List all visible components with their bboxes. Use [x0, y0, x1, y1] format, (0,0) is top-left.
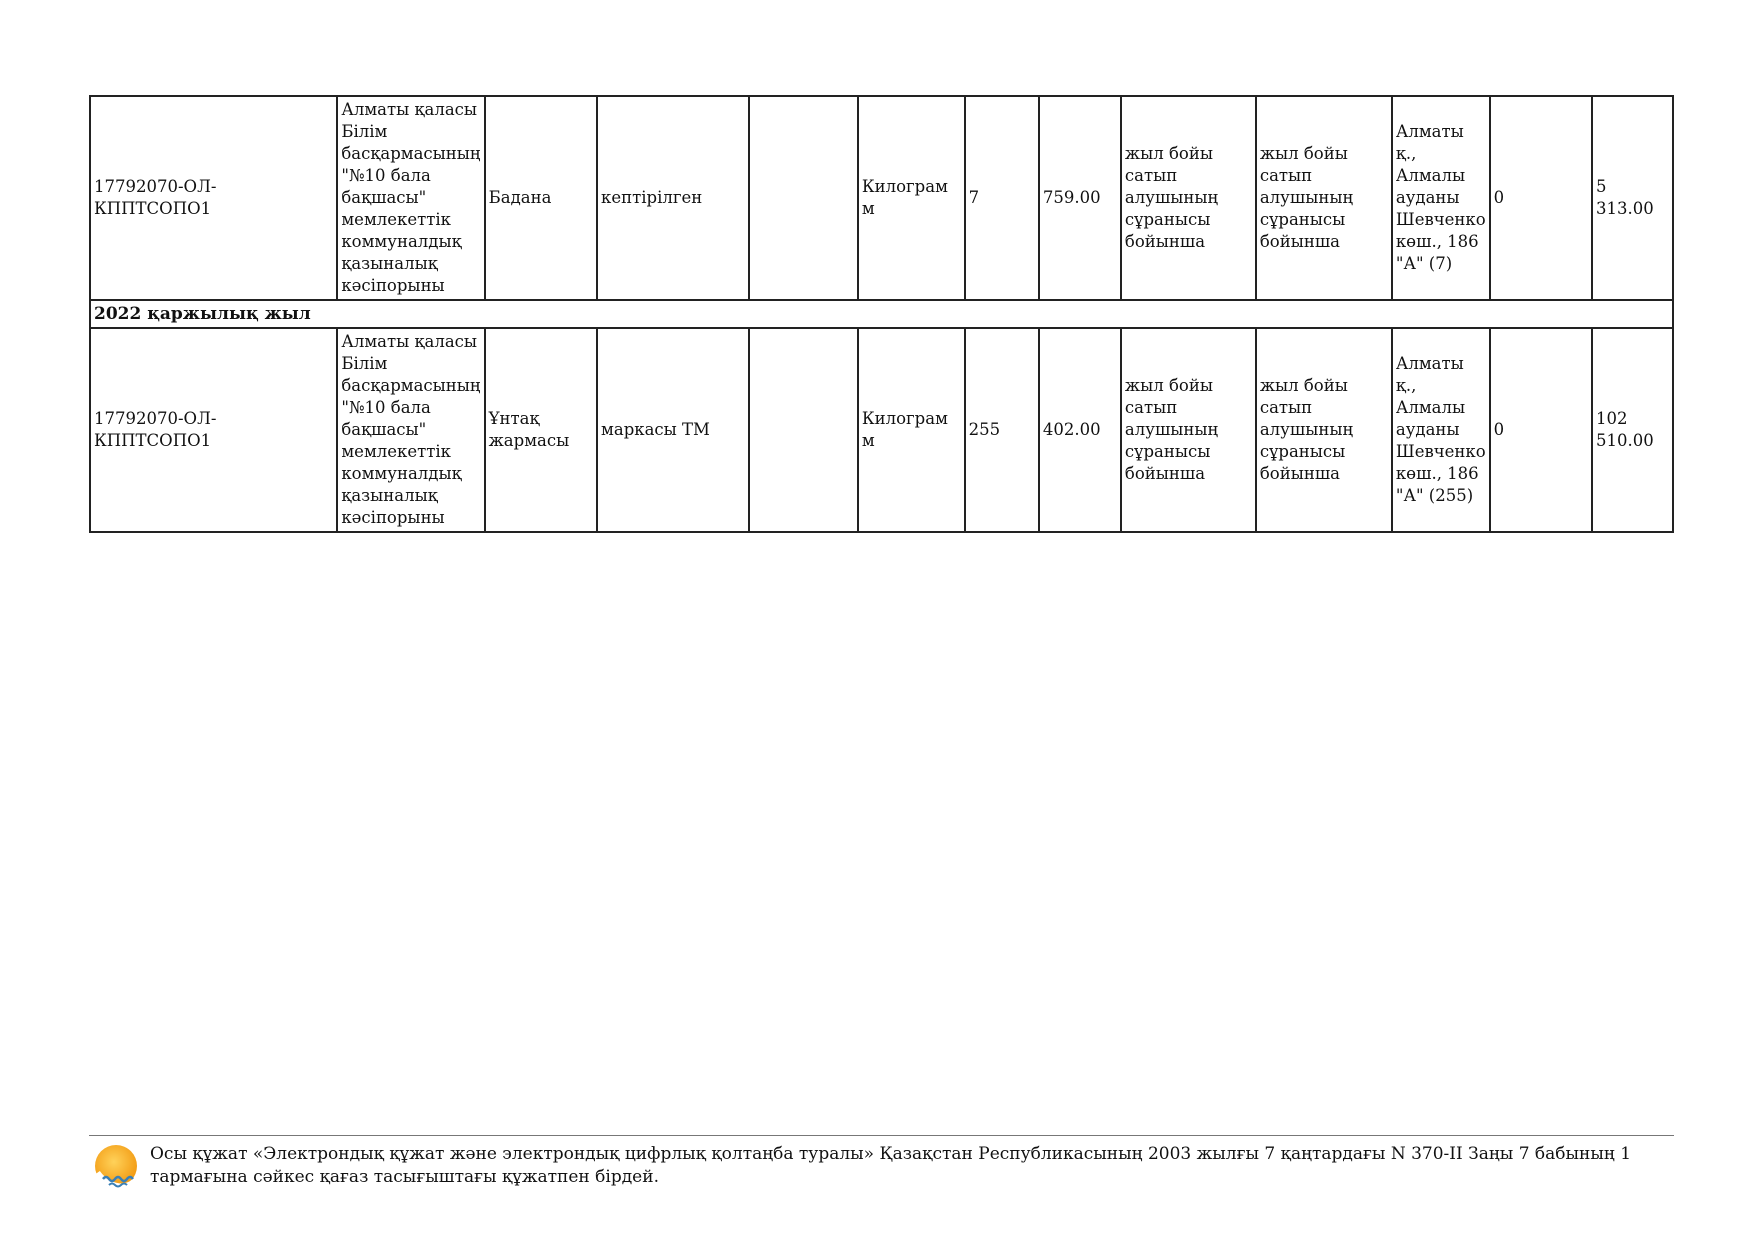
delivery-place-cell: Алматы қ., Алмалы ауданы Шевченко көш., 186 "А" (255)	[1392, 328, 1490, 532]
delivery-place-cell: Алматы қ., Алмалы ауданы Шевченко көш., 186 "А" (7)	[1392, 96, 1490, 300]
total-cell: 102 510.00	[1592, 328, 1673, 532]
item-name-cell: Ұнтақ жармасы	[485, 328, 597, 532]
customer-cell: Алматы қаласы Білім басқармасының "№10 бала бақшасы" мемлекеттік коммуналдық қазыналық кәсіпорыны	[337, 96, 484, 300]
total-cell: 5 313.00	[1592, 96, 1673, 300]
advance-cell: 0	[1490, 96, 1592, 300]
quantity-cell: 7	[965, 96, 1039, 300]
procurement-plan-table	[89, 95, 1674, 533]
year-row	[90, 300, 1673, 328]
delivery-term-cell: жыл бойы сатып алушының сұранысы бойынша	[1121, 328, 1256, 532]
delivery-schedule-cell: жыл бойы сатып алушының сұранысы бойынша	[1256, 96, 1392, 300]
fiscal-year-label: 2022 қаржылық жыл	[90, 300, 1673, 328]
characteristic-cell: кептірілген	[597, 96, 749, 300]
item-name-cell: Бадана	[485, 96, 597, 300]
characteristic-cell: маркасы ТМ	[597, 328, 749, 532]
e-gov-sun-logo-icon	[93, 1143, 141, 1191]
quantity-cell: 255	[965, 328, 1039, 532]
delivery-schedule-cell: жыл бойы сатып алушының сұранысы бойынша	[1256, 328, 1392, 532]
customer-cell: Алматы қаласы Білім басқармасының "№10 бала бақшасы" мемлекеттік коммуналдық қазыналық кәсіпорыны	[337, 328, 484, 532]
delivery-term-cell: жыл бойы сатып алушының сұранысы бойынша	[1121, 96, 1256, 300]
extra-characteristic-cell	[749, 96, 858, 300]
table-row	[90, 96, 1673, 300]
advance-cell: 0	[1490, 328, 1592, 532]
legal-notice-text: Осы құжат «Электрондық құжат және электрондық цифрлық қолтаңба туралы» Қазақстан Республикасының 2003 жылғы 7 қаңтардағы N 370-II Заңы 7 бабының 1 тармағына сәйкес қағаз тасығыштағы құжатпен бірдей.	[150, 1144, 1632, 1187]
unit-cell: Килограмм	[858, 96, 965, 300]
plan-id-cell: 17792070-ОЛ-КППТСОПО1	[90, 96, 337, 300]
plan-id-cell: 17792070-ОЛ-КППТСОПО1	[90, 328, 337, 532]
price-cell: 402.00	[1039, 328, 1121, 532]
unit-cell: Килограмм	[858, 328, 965, 532]
extra-characteristic-cell	[749, 328, 858, 532]
price-cell: 759.00	[1039, 96, 1121, 300]
table-row	[90, 328, 1673, 532]
document-footer	[89, 1135, 1674, 1187]
